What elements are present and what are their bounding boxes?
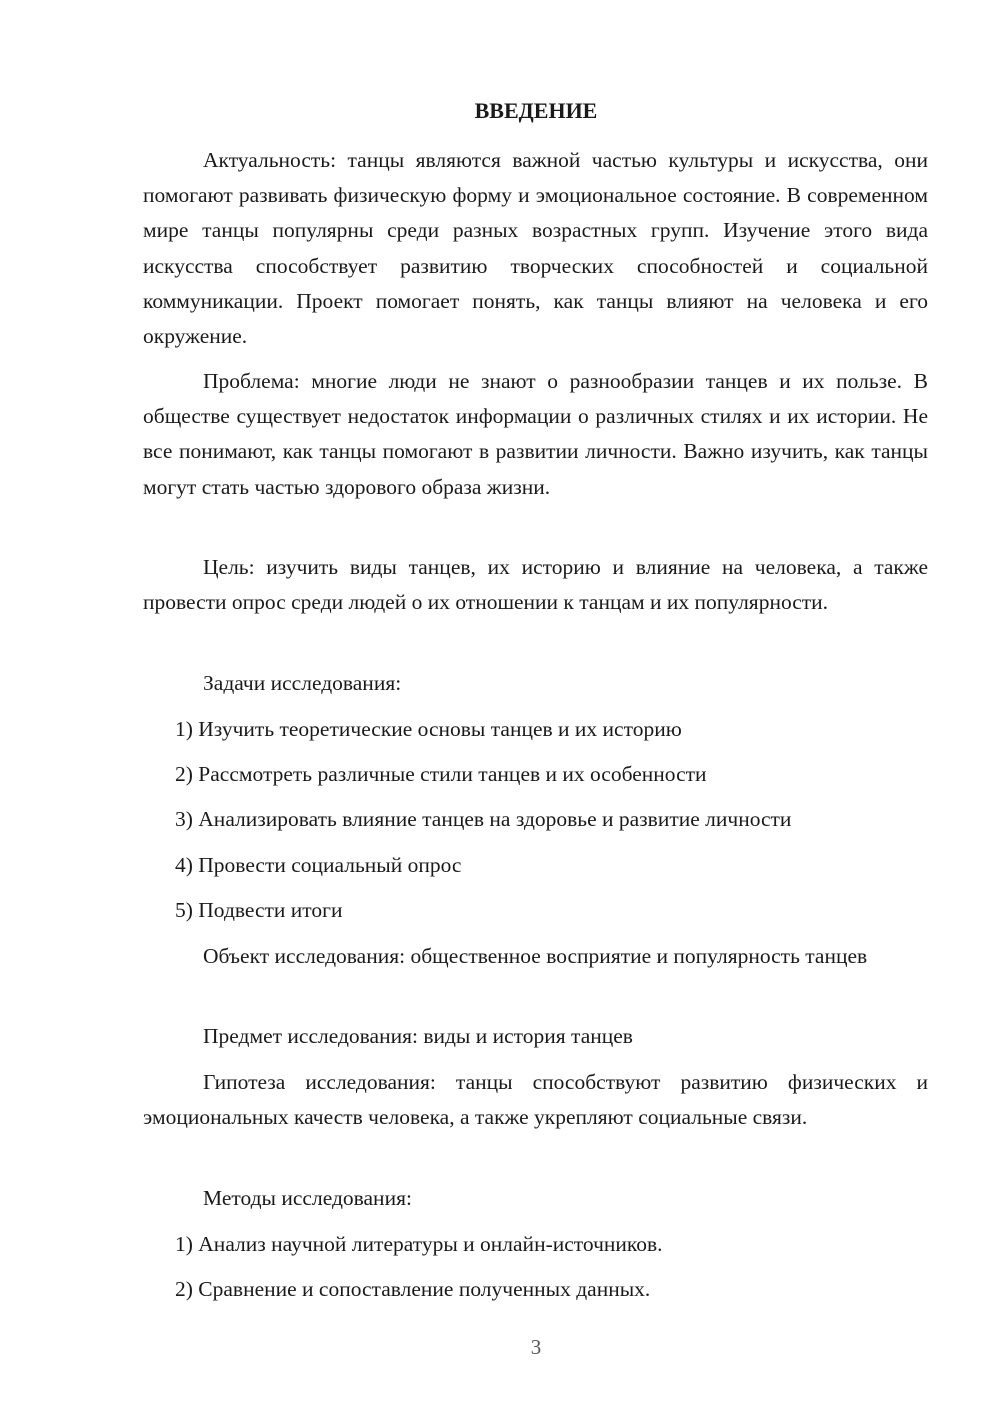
task-item: 1) Изучить теоретические основы танцев и их историю [175,717,682,741]
task-item: 3) Анализировать влияние танцев на здоровье и развитие личности [175,807,792,831]
tasks-heading: Задачи исследования: [203,671,402,695]
methods-heading: Методы исследования: [203,1186,412,1210]
relevance-paragraph: Актуальность: танцы являются важной частью культуры и искусства, они помогают развивать физическую форму и эмоциональное состояние. В современном мире танцы популярны среди разных возрастных групп. Изучение этого вида искусства способствует развитию творческих способностей и социальной коммуникации. Проект помогает понять, как танцы влияют на человека и его окружение. [143,148,928,349]
task-item: 2) Рассмотреть различные стили танцев и их особенности [175,762,707,786]
subject-paragraph: Предмет исследования: виды и история танцев [203,1024,633,1048]
page-title: ВВЕДЕНИЕ [474,98,598,123]
object-paragraph: Объект исследования: общественное восприятие и популярность танцев [203,944,868,968]
task-item: 5) Подвести итоги [175,898,343,922]
problem-paragraph: Проблема: многие люди не знают о разнообразии танцев и их пользе. В обществе существует недостаток информации о различных стилях и их истории. Не все понимают, как танцы помогают в развитии личности. Важно изучить, как танцы могут стать частью здорового образа жизни. [143,369,928,499]
method-item: 2) Сравнение и сопоставление полученных данных. [175,1277,651,1301]
page-number: 3 [530,1335,542,1359]
task-item: 4) Провести социальный опрос [175,853,462,877]
method-item: 1) Анализ научной литературы и онлайн-источников. [175,1232,663,1256]
hypothesis-paragraph: Гипотеза исследования: танцы способствуют развитию физических и эмоциональных качеств человека, а также укрепляют социальные связи. [143,1070,928,1130]
goal-paragraph: Цель: изучить виды танцев, их историю и влияние на человека, а также провести опрос среди людей о их отношении к танцам и их популярности. [143,555,928,615]
